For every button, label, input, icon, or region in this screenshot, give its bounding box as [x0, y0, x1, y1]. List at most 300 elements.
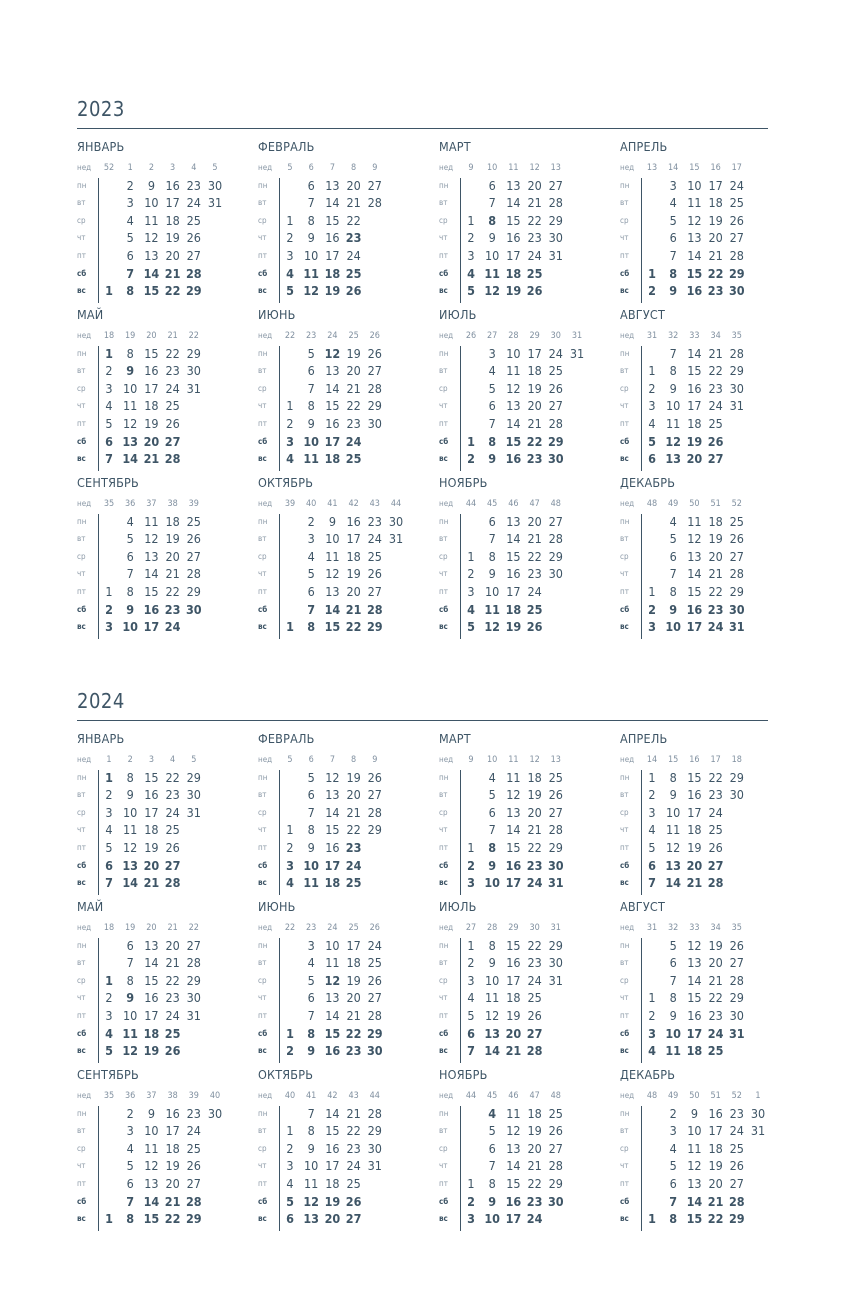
weekday-label: пн [439, 180, 449, 190]
weekday-label: ср [77, 383, 86, 393]
day-cell: 7 [307, 1008, 315, 1023]
day-cell: 6 [105, 433, 113, 449]
week-number: 35 [103, 499, 115, 509]
day-cell: 26 [186, 531, 201, 547]
week-number: 25 [348, 331, 359, 341]
day-cell: 22 [708, 584, 723, 599]
day-cell: 17 [144, 804, 159, 820]
day-cell: 8 [488, 840, 497, 855]
weekday-label: нед [620, 1091, 635, 1100]
day-cell: 4 [467, 265, 475, 281]
day-cell: 8 [307, 1025, 316, 1041]
day-cell: 3 [467, 972, 475, 988]
day-cell: 15 [144, 584, 159, 599]
day-cell: 5 [488, 380, 496, 396]
day-cell: 3 [105, 1008, 113, 1023]
week-number: 9 [468, 163, 474, 173]
day-cell: 8 [307, 212, 315, 228]
day-cell: 21 [505, 1043, 522, 1059]
day-cell: 19 [165, 1158, 180, 1174]
day-cell: 28 [548, 531, 563, 547]
week-number: 18 [731, 755, 742, 765]
weekday-label: пт [620, 251, 629, 260]
week-number: 1 [755, 1091, 761, 1101]
day-cell: 17 [506, 584, 521, 599]
day-cell: 29 [548, 937, 563, 953]
weekday-label: пт [258, 1011, 267, 1020]
day-cell: 21 [143, 875, 160, 891]
day-cell: 2 [648, 380, 656, 396]
day-cell: 13 [506, 513, 521, 529]
weekday-label: нед [77, 331, 92, 340]
weekday-label: ср [258, 975, 267, 985]
weekday-label: чт [620, 993, 629, 1003]
weekday-label: вс [620, 1214, 629, 1224]
week-number: 52 [103, 163, 115, 173]
day-cell: 4 [467, 601, 475, 617]
day-cell: 2 [467, 1193, 475, 1209]
day-cell: 15 [687, 363, 702, 379]
month-4 [620, 140, 790, 300]
weekday-label: пт [439, 587, 448, 596]
day-cell: 22 [526, 433, 543, 449]
month-name: АПРЕЛЬ [620, 731, 668, 746]
week-number: 19 [125, 331, 136, 341]
week-number: 9 [372, 163, 378, 173]
day-cell: 13 [325, 177, 340, 193]
day-cell: 19 [143, 1043, 160, 1059]
day-cell: 5 [307, 566, 315, 582]
month-1 [77, 732, 247, 892]
month-9 [77, 1068, 247, 1228]
day-cell: 6 [126, 1176, 134, 1191]
day-cell: 9 [307, 840, 315, 855]
day-cell: 25 [729, 195, 744, 211]
day-cell: 29 [729, 769, 744, 785]
day-cell: 12 [303, 1193, 320, 1209]
day-cell: 25 [346, 1176, 361, 1191]
week-number: 29 [529, 331, 540, 341]
day-cell: 22 [527, 548, 542, 564]
day-cell: 17 [346, 531, 361, 547]
day-cell: 23 [707, 283, 724, 299]
day-cell: 9 [328, 513, 336, 529]
day-cell: 14 [687, 248, 702, 263]
day-cell: 5 [126, 1158, 134, 1174]
day-cell: 4 [488, 769, 496, 785]
day-cell: 14 [143, 265, 160, 281]
day-cell: 9 [307, 1043, 316, 1059]
day-cell: 26 [345, 283, 362, 299]
day-cell: 25 [345, 875, 362, 891]
week-number: 42 [327, 1091, 338, 1101]
weekday-label: вс [77, 1214, 86, 1224]
week-number: 30 [529, 923, 540, 933]
week-number: 13 [550, 755, 561, 765]
day-cell: 22 [527, 1176, 542, 1191]
day-cell: 14 [687, 972, 702, 988]
day-cell: 25 [548, 769, 563, 785]
day-cell: 5 [669, 937, 677, 953]
weekday-label: сб [258, 436, 268, 446]
day-cell: 23 [186, 1105, 201, 1121]
day-cell: 21 [686, 875, 703, 891]
day-cell: 18 [686, 1043, 703, 1059]
week-number: 19 [125, 923, 136, 933]
day-cell: 15 [144, 972, 159, 988]
day-cell: 24 [526, 875, 543, 891]
day-cell: 8 [126, 283, 135, 299]
weekday-label: вт [620, 534, 629, 544]
day-cell: 9 [690, 1105, 698, 1121]
day-cell: 4 [467, 990, 475, 1006]
week-number: 45 [487, 1091, 498, 1101]
day-cell: 22 [346, 398, 361, 414]
day-cell: 19 [506, 1008, 521, 1023]
day-cell: 20 [346, 584, 361, 599]
day-cell: 11 [123, 398, 138, 414]
day-cell: 28 [729, 248, 744, 263]
day-cell: 15 [144, 769, 159, 785]
day-cell: 17 [687, 804, 702, 820]
day-cell: 8 [488, 1176, 496, 1191]
day-cell: 6 [488, 398, 496, 414]
day-cell: 8 [307, 822, 315, 838]
day-cell: 14 [325, 1008, 340, 1023]
day-cell: 25 [367, 955, 382, 971]
weekday-label: нед [439, 755, 454, 764]
week-number: 9 [372, 755, 378, 765]
day-cell: 24 [165, 804, 180, 820]
day-cell: 1 [286, 619, 294, 635]
day-cell: 29 [185, 1211, 202, 1227]
day-cell: 23 [345, 840, 362, 855]
day-cell: 21 [345, 601, 362, 617]
weekday-label: чт [77, 401, 86, 411]
day-cell: 13 [122, 433, 139, 449]
weekday-label: пт [258, 587, 267, 596]
week-number: 21 [167, 923, 178, 933]
day-cell: 20 [324, 1211, 341, 1227]
weekday-label: пн [77, 180, 87, 190]
day-cell: 15 [324, 1025, 341, 1041]
day-cell: 14 [325, 380, 340, 396]
day-cell: 11 [304, 1176, 319, 1191]
day-cell: 13 [325, 787, 340, 803]
weekday-label: чт [620, 1161, 629, 1171]
day-cell: 20 [505, 1025, 522, 1041]
day-cell: 1 [467, 433, 475, 449]
day-cell: 18 [708, 1140, 723, 1156]
day-cell: 16 [687, 380, 702, 396]
day-cell: 30 [547, 451, 564, 467]
weekday-label: пн [77, 1108, 87, 1118]
day-cell: 22 [708, 990, 723, 1006]
week-number: 32 [668, 331, 679, 341]
month-2 [258, 140, 428, 300]
weekday-label: нед [77, 923, 92, 932]
day-cell: 28 [185, 1193, 202, 1209]
weekday-label: чт [620, 233, 629, 243]
day-cell: 23 [527, 955, 542, 971]
day-cell: 24 [165, 380, 180, 396]
day-cell: 17 [143, 619, 160, 635]
week-number: 26 [369, 923, 380, 933]
week-number: 52 [731, 499, 742, 509]
weekday-label: сб [439, 268, 449, 278]
day-cell: 23 [345, 230, 362, 246]
weekday-label: чт [77, 825, 86, 835]
day-cell: 27 [548, 513, 563, 529]
weekday-label: вс [620, 622, 629, 632]
day-cell: 5 [669, 212, 677, 228]
weekday-label: сб [439, 1028, 449, 1038]
weekday-label: сб [77, 436, 87, 446]
day-cell: 27 [186, 248, 201, 263]
day-cell: 5 [467, 283, 475, 299]
day-cell: 23 [526, 451, 543, 467]
day-cell: 3 [105, 804, 113, 820]
day-cell: 27 [367, 363, 382, 379]
day-cell: 19 [708, 212, 723, 228]
day-cell: 14 [687, 566, 702, 582]
weekday-label: нед [439, 163, 454, 172]
day-cell: 1 [648, 1211, 656, 1227]
day-cell: 20 [165, 548, 180, 564]
weekday-label: нед [258, 1091, 273, 1100]
month-3 [439, 732, 609, 892]
week-number: 5 [212, 163, 218, 173]
day-cell: 29 [186, 769, 201, 785]
week-number: 11 [508, 163, 519, 173]
day-cell: 3 [488, 345, 496, 361]
week-number: 43 [348, 1091, 359, 1101]
day-cell: 2 [467, 566, 475, 582]
day-cell: 10 [485, 584, 500, 599]
month-8 [620, 900, 790, 1060]
week-number: 37 [146, 499, 157, 509]
day-cell: 4 [648, 822, 656, 838]
day-cell: 5 [669, 531, 677, 547]
weekday-label: сб [258, 1028, 268, 1038]
week-number: 49 [668, 499, 679, 509]
day-cell: 18 [324, 875, 341, 891]
month-name: ОКТЯБРЬ [258, 475, 314, 490]
weekday-label: чт [439, 233, 448, 243]
day-cell: 6 [669, 1176, 677, 1191]
day-cell: 10 [123, 1008, 138, 1023]
day-cell: 13 [506, 398, 521, 414]
week-number: 13 [550, 163, 561, 173]
day-cell: 22 [345, 1025, 362, 1041]
day-cell: 13 [484, 1025, 501, 1041]
day-cell: 13 [325, 363, 340, 379]
day-cell: 24 [527, 248, 542, 263]
day-cell: 16 [325, 416, 340, 431]
weekday-label: нед [620, 755, 635, 764]
day-cell: 19 [686, 433, 703, 449]
day-cell: 31 [548, 248, 563, 263]
day-cell: 31 [569, 345, 585, 361]
day-cell: 18 [325, 1176, 340, 1191]
day-cell: 5 [488, 787, 496, 803]
day-cell: 1 [286, 1123, 294, 1139]
weekday-label: вс [77, 454, 86, 464]
day-cell: 30 [548, 230, 563, 246]
weekday-label: вс [439, 622, 448, 632]
day-cell: 15 [506, 937, 521, 953]
day-cell: 3 [286, 857, 294, 873]
day-cell: 24 [707, 1025, 724, 1041]
weekday-label: вт [77, 1126, 86, 1136]
month-name: ИЮЛЬ [439, 899, 477, 914]
weekday-label: сб [258, 268, 268, 278]
month-7 [439, 308, 609, 468]
week-number: 23 [306, 923, 317, 933]
day-cell: 21 [143, 451, 160, 467]
day-cell: 9 [488, 566, 496, 582]
day-cell: 12 [506, 1123, 521, 1139]
weekday-label: ср [77, 551, 86, 561]
weekday-label: нед [258, 923, 273, 932]
day-cell: 20 [527, 177, 542, 193]
day-cell: 15 [506, 1176, 521, 1191]
day-cell: 22 [527, 840, 542, 855]
week-number: 35 [731, 331, 742, 341]
day-cell: 25 [345, 451, 362, 467]
day-cell: 3 [648, 1025, 656, 1041]
weekday-label: вт [439, 198, 448, 208]
week-number: 41 [327, 499, 338, 509]
day-cell: 2 [126, 1105, 134, 1121]
week-number: 50 [689, 499, 700, 509]
weekday-label: пт [77, 843, 86, 852]
day-cell: 5 [488, 1123, 496, 1139]
month-name: МАЙ [77, 307, 104, 322]
day-cell: 20 [346, 990, 361, 1006]
week-number: 7 [329, 755, 335, 765]
week-number: 37 [146, 1091, 157, 1101]
day-cell: 11 [666, 416, 681, 431]
day-cell: 1 [648, 584, 656, 599]
day-cell: 5 [126, 230, 134, 246]
day-cell: 22 [346, 212, 361, 228]
month-2 [258, 732, 428, 892]
weekday-label: чт [258, 993, 267, 1003]
day-cell: 8 [669, 363, 677, 379]
day-cell: 16 [143, 601, 160, 617]
day-cell: 27 [729, 955, 744, 971]
day-cell: 27 [707, 451, 724, 467]
day-cell: 10 [665, 619, 682, 635]
day-cell: 10 [666, 398, 681, 414]
week-number: 24 [327, 923, 338, 933]
day-cell: 11 [687, 195, 702, 211]
week-number: 39 [188, 1091, 199, 1101]
day-cell: 21 [527, 416, 542, 431]
weekday-label: вс [439, 454, 448, 464]
weekday-label: ср [620, 975, 629, 985]
day-cell: 3 [307, 937, 315, 953]
day-cell: 26 [729, 937, 744, 953]
day-cell: 9 [488, 955, 496, 971]
day-cell: 21 [527, 195, 542, 211]
day-cell: 1 [467, 212, 475, 228]
day-cell: 6 [126, 937, 134, 953]
day-cell: 11 [303, 875, 320, 891]
month-name: НОЯБРЬ [439, 1067, 488, 1082]
month-name: ЯНВАРЬ [77, 139, 125, 154]
day-cell: 23 [345, 1043, 362, 1059]
week-number: 41 [306, 1091, 317, 1101]
day-cell: 8 [126, 769, 134, 785]
day-cell: 25 [186, 513, 201, 529]
day-cell: 19 [505, 619, 522, 635]
week-number: 16 [710, 163, 721, 173]
day-cell: 15 [144, 345, 159, 361]
weekday-label: нед [77, 163, 92, 172]
day-cell: 18 [346, 548, 361, 564]
day-cell: 23 [526, 857, 543, 873]
week-number: 40 [209, 1091, 221, 1101]
day-cell: 30 [186, 363, 201, 379]
day-cell: 21 [346, 1008, 361, 1023]
day-cell: 14 [686, 1193, 703, 1209]
day-cell: 4 [669, 195, 677, 211]
month-name: ИЮНЬ [258, 307, 296, 322]
weekday-label: пн [258, 180, 268, 190]
day-cell: 30 [750, 1105, 766, 1121]
day-cell: 18 [144, 822, 159, 838]
day-cell: 9 [307, 1140, 315, 1156]
day-cell: 7 [488, 822, 496, 838]
week-number: 22 [188, 923, 199, 933]
day-cell: 13 [687, 548, 702, 564]
day-cell: 21 [708, 345, 723, 361]
weekday-label: чт [439, 569, 448, 579]
day-cell: 16 [346, 513, 361, 529]
day-cell: 19 [527, 1123, 542, 1139]
weekday-label: ср [77, 215, 86, 225]
weekday-label: вс [620, 454, 629, 464]
day-cell: 14 [506, 416, 521, 431]
day-cell: 7 [648, 875, 656, 891]
day-cell: 29 [548, 840, 563, 855]
day-cell: 15 [325, 212, 340, 228]
day-cell: 13 [144, 937, 159, 953]
week-number: 17 [731, 163, 742, 173]
weekday-label: чт [439, 1161, 448, 1171]
day-cell: 1 [105, 769, 113, 785]
day-cell: 12 [303, 283, 320, 299]
day-cell: 10 [666, 804, 681, 820]
day-cell: 30 [728, 601, 745, 617]
day-cell: 11 [144, 513, 159, 529]
day-cell: 12 [144, 230, 159, 246]
day-cell: 18 [324, 451, 341, 467]
day-cell: 27 [367, 177, 382, 193]
day-cell: 24 [708, 398, 723, 414]
week-number: 10 [487, 755, 498, 765]
day-cell: 17 [708, 1123, 723, 1139]
day-cell: 9 [488, 230, 496, 246]
day-cell: 3 [669, 177, 677, 193]
day-cell: 12 [324, 345, 341, 361]
day-cell: 24 [345, 433, 362, 449]
day-cell: 11 [123, 822, 138, 838]
day-cell: 27 [548, 1140, 563, 1156]
day-cell: 18 [687, 822, 702, 838]
